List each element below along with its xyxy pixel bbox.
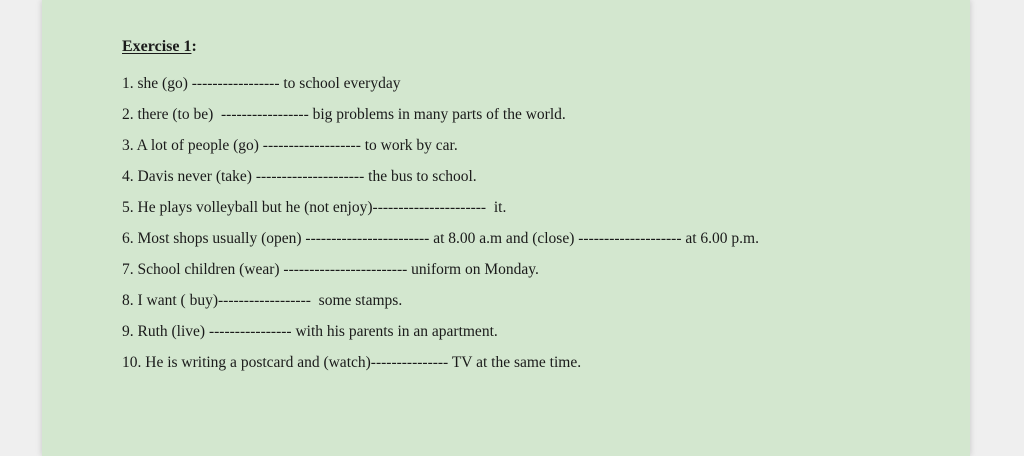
answer-blank: --------------- (370, 354, 449, 371)
item-text: 3. A lot of people (go) (122, 137, 263, 154)
exercise-item-4 (122, 161, 759, 192)
answer-blank: ------------------- (262, 137, 361, 154)
item-text: uniform on Monday. (407, 261, 539, 278)
answer-blank: ----------------- (221, 106, 309, 123)
exercise-item-1 (122, 68, 759, 99)
exercise-item-3 (122, 130, 759, 161)
answer-blank: ---------------------- (372, 199, 487, 216)
item-text: the bus to school. (364, 168, 477, 185)
exercise-item-5 (122, 192, 759, 223)
exercise-item-8 (122, 285, 759, 316)
item-text: with his parents in an apartment. (291, 323, 498, 340)
exercise-item-list (122, 68, 759, 378)
document-page (42, 0, 970, 456)
answer-blank: ------------------ (218, 292, 311, 309)
exercise-item-9 (122, 316, 759, 347)
item-text: 4. Davis never (take) (122, 168, 256, 185)
item-text: 1. she (go) (122, 75, 192, 92)
item-text: big problems in many parts of the world. (308, 106, 566, 123)
answer-blank: -------------------- (578, 230, 682, 247)
item-text: to school everyday (279, 75, 401, 92)
item-text: it. (486, 199, 507, 216)
item-text: at 8.00 a.m and (close) (429, 230, 579, 247)
item-text: some stamps. (310, 292, 403, 309)
item-text: to work by car. (360, 137, 458, 154)
exercise-heading (122, 36, 759, 58)
answer-blank: --------------------- (255, 168, 365, 185)
item-text: 9. Ruth (live) (122, 323, 209, 340)
item-text: 8. I want ( buy) (122, 292, 218, 309)
exercise-item-7 (122, 254, 759, 285)
item-text: 7. School children (wear) (122, 261, 284, 278)
item-text: at 6.00 p.m. (681, 230, 759, 247)
item-text: 5. He plays volleyball but he (not enjoy) (122, 199, 373, 216)
exercise-item-10 (122, 347, 759, 378)
exercise-item-2 (122, 99, 759, 130)
exercise-title: Exercise 1 (122, 38, 192, 55)
answer-blank: ------------------------ (283, 261, 408, 278)
item-text: 2. there (to be) (122, 106, 221, 123)
item-text: 6. Most shops usually (open) (122, 230, 306, 247)
exercise-content (122, 36, 759, 378)
exercise-title-colon: : (191, 38, 197, 55)
answer-blank: ---------------- (208, 323, 292, 340)
item-text: 10. He is writing a postcard and (watch) (122, 354, 371, 371)
exercise-item-6 (122, 223, 759, 254)
item-text: TV at the same time. (448, 354, 582, 371)
answer-blank: ----------------- (191, 75, 280, 92)
answer-blank: ------------------------ (305, 230, 430, 247)
